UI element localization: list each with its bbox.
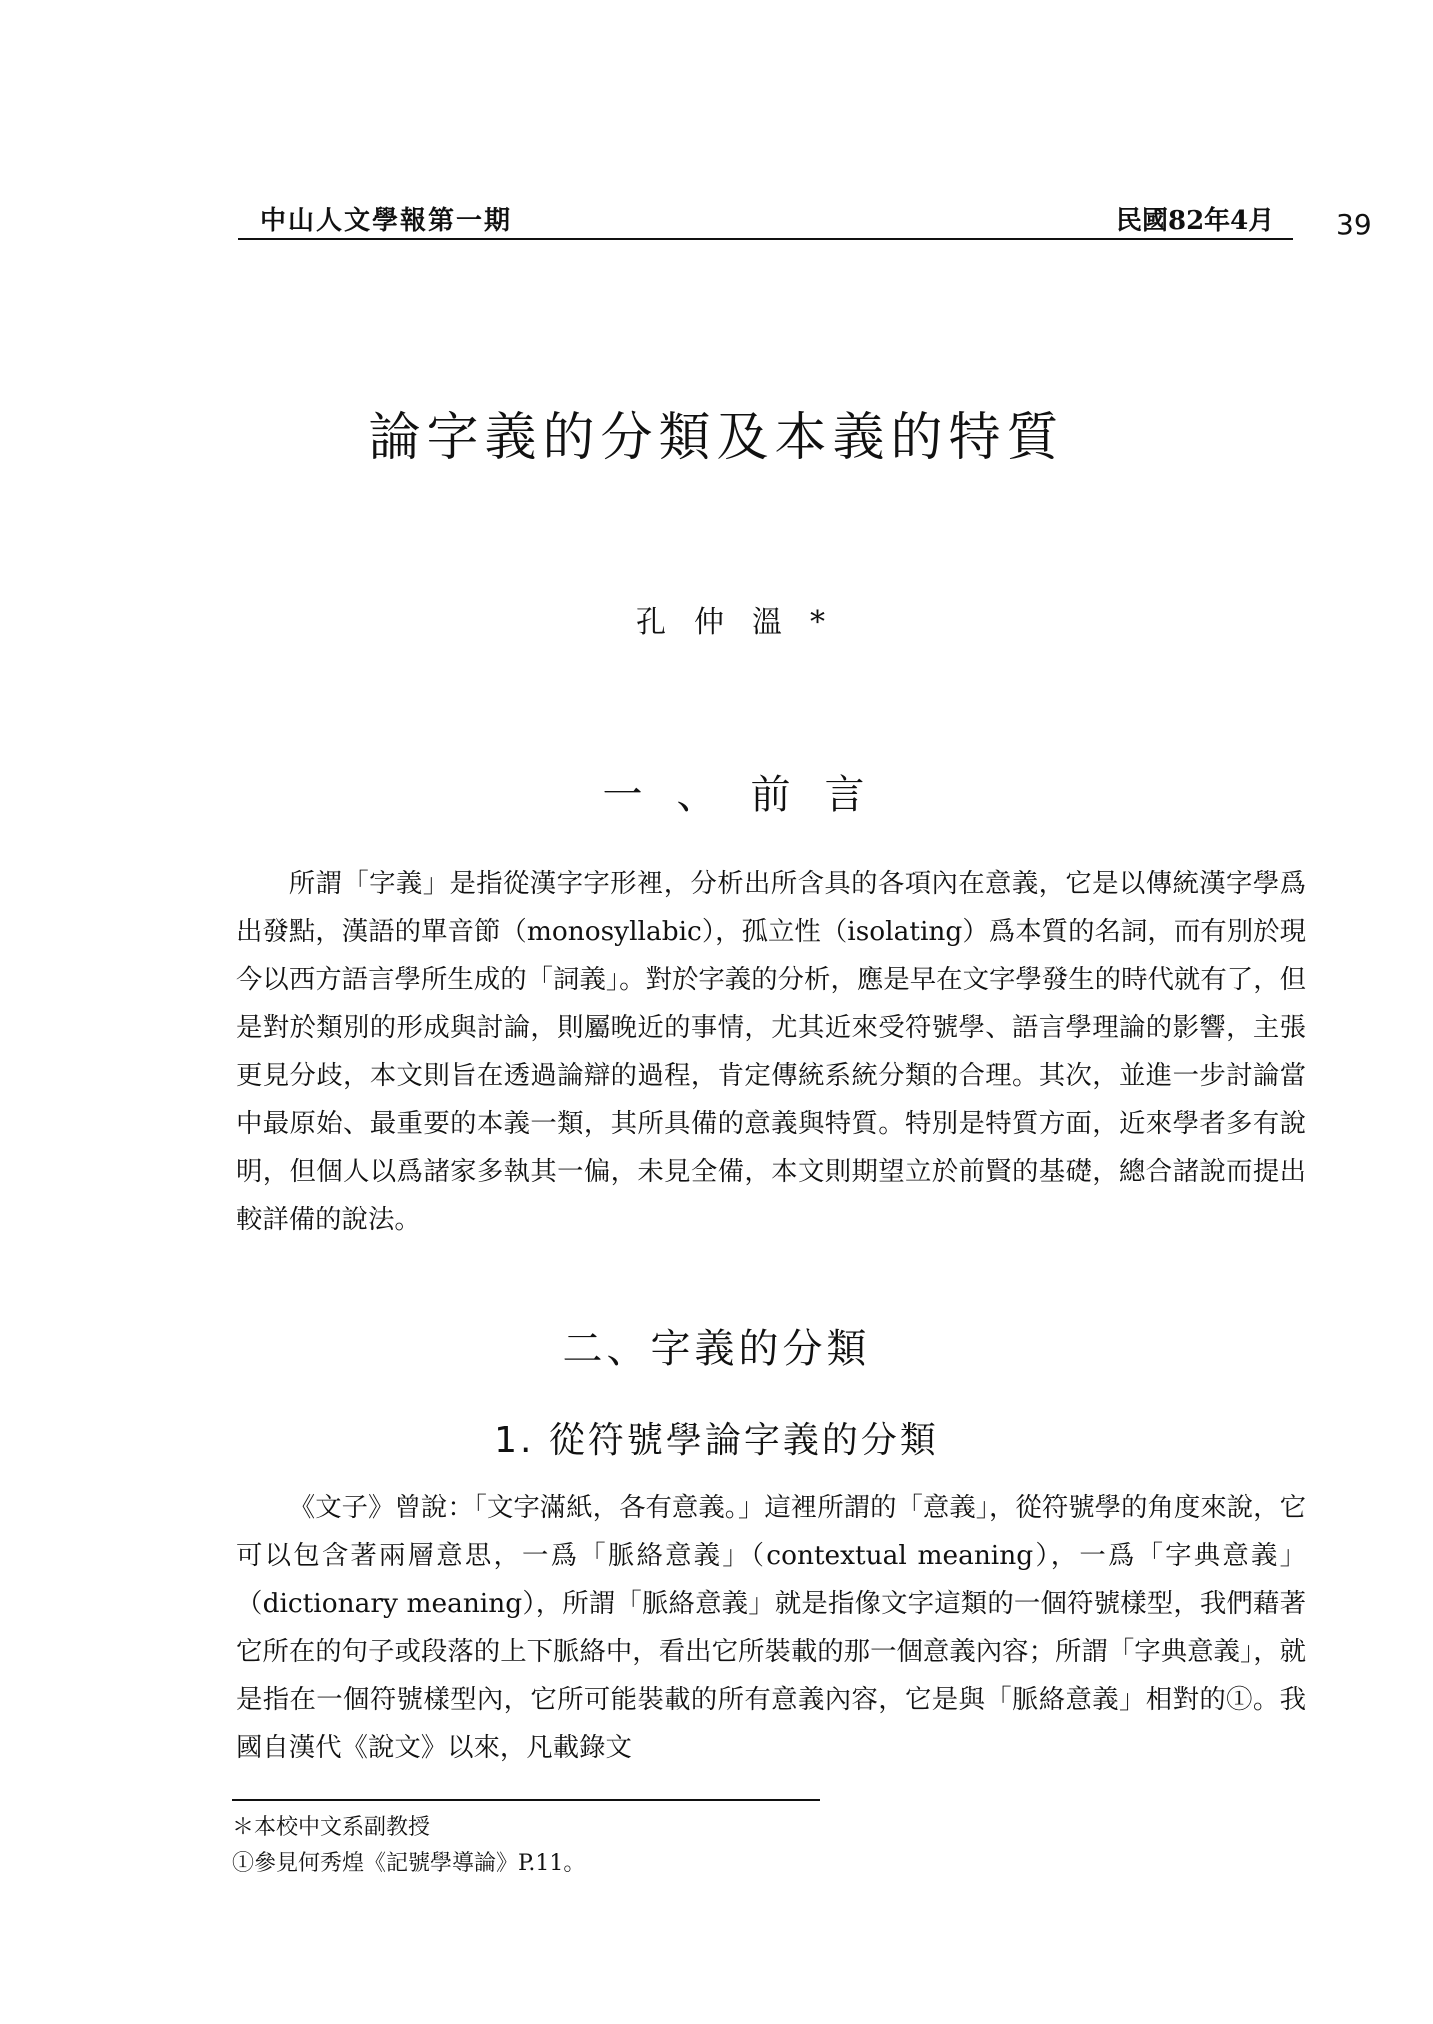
article-title: 論字義的分類及本義的特質 bbox=[368, 408, 1065, 468]
section-heading-classification: 二、字義的分類 bbox=[562, 1326, 871, 1372]
article-author: 孔仲溫* bbox=[636, 605, 853, 640]
journal-name: 中山人文學報第一期 bbox=[260, 206, 513, 236]
issue-date: 民國82年4月 bbox=[1116, 206, 1275, 236]
section-heading-preface: 一、前言 bbox=[602, 772, 899, 818]
running-header bbox=[238, 196, 1388, 242]
footnotes bbox=[232, 1810, 1132, 1882]
footnote-reference: ①參見何秀煌《記號學導論》P.11。 bbox=[232, 1851, 586, 1876]
footnote-author-affiliation: ＊本校中文系副教授 bbox=[232, 1815, 431, 1840]
footnote-rule bbox=[232, 1799, 820, 1801]
page-number: 39 bbox=[1336, 208, 1372, 241]
subsection-heading-semiotics: 1. 從符號學論字義的分類 bbox=[494, 1420, 939, 1461]
body-paragraph-semiotics: 《文子》曾說：「文字滿紙，各有意義。」這裡所謂的「意義」，從符號學的角度來說，它可以包含著兩層意思，一爲「脈絡意義」（contextual meaning），一爲「字典意義」（dictionary meaning），所謂「脈絡意義」就是指像文字這類的一個符號樣型，我們藉著它所在的句子或段落的上下脈絡中，看出它所裝載的那一個意義內容；所謂「字典意義」，就是指在一個符號樣型內，它所可能裝載的所有意義內容，它是與「脈絡意義」相對的①。我國自漢代《說文》以來，凡載錄文 bbox=[236, 1492, 1306, 1763]
header-rule bbox=[238, 238, 1293, 240]
body-paragraph-preface: 所謂「字義」是指從漢字字形裡，分析出所含具的各項內在意義，它是以傳統漢字學爲出發點，漢語的單音節（monosyllabic），孤立性（isolating）爲本質的名詞，而有別於現今以西方語言學所生成的「詞義」。對於字義的分析，應是早在文字學發生的時代就有了，但是對於類別的形成與討論，則屬晚近的事情，尤其近來受符號學、語言學理論的影響，主張更見分歧，本文則旨在透過論辯的過程，肯定傳統系統分類的合理。其次，並進一步討論當中最原始、最重要的本義一類，其所具備的意義與特質。特別是特質方面，近來學者多有說明，但個人以爲諸家多執其一偏，未見全備，本文則期望立於前賢的基礎，總合諸說而提出較詳備的說法。 bbox=[236, 868, 1306, 1235]
